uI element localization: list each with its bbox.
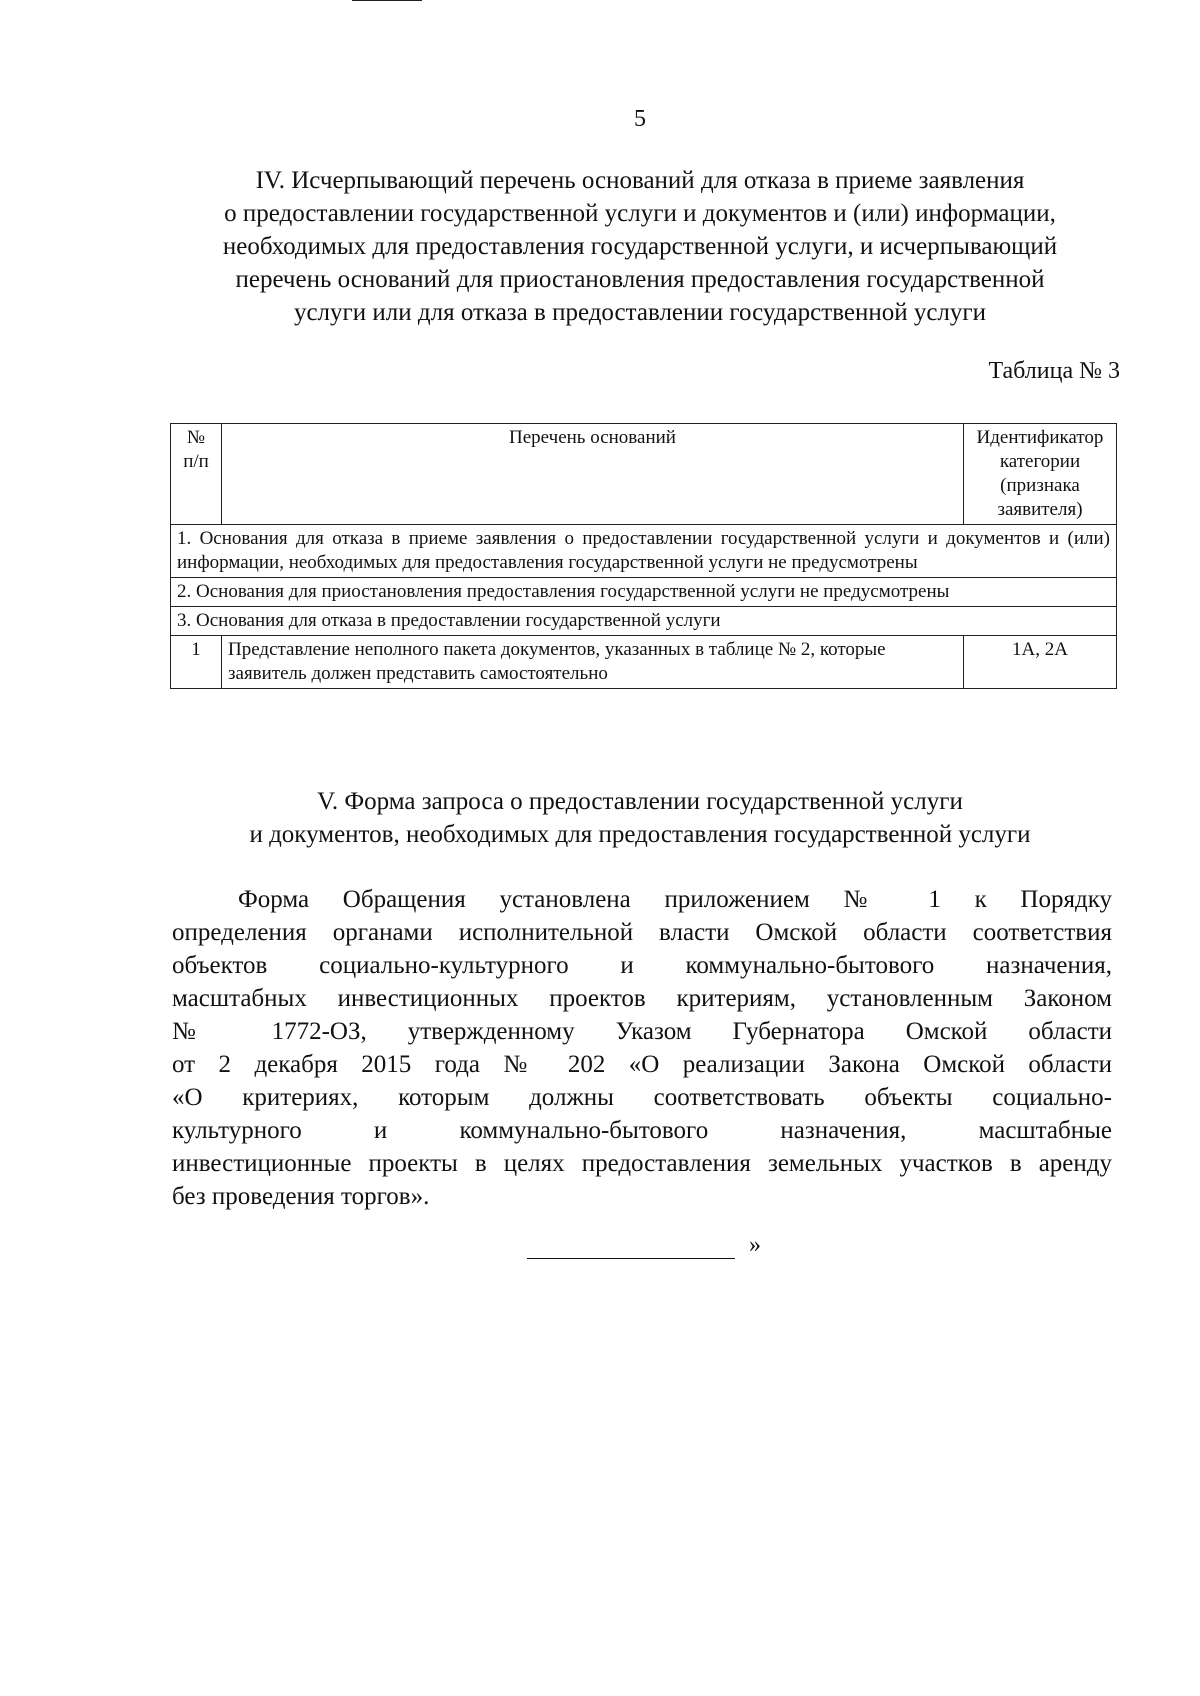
section-4-title-line: необходимых для предоставления государственной услуги, и исчерпывающий	[222, 233, 1058, 260]
body-line: объектов социально-культурного и коммунально-бытового назначения,	[172, 952, 1112, 979]
body-line: инвестиционные проекты в целях предоставления земельных участков в аренду	[172, 1150, 1112, 1177]
row-3-text: 3. Основания для отказа в предоставлении государственной услуги	[171, 607, 1117, 636]
body-paragraph	[172, 883, 1112, 1213]
table-row	[171, 636, 1117, 689]
table-header-row	[171, 424, 1117, 525]
table-row	[171, 578, 1117, 607]
section-4-title-line: перечень оснований для приостановления предоставления государственной	[235, 266, 1045, 293]
header-list: Перечень оснований	[222, 424, 964, 525]
body-line: определения органами исполнительной власти Омской области соответствия	[172, 919, 1112, 946]
body-line: масштабных инвестиционных проектов критериям, установленным Законом	[172, 985, 1112, 1012]
closing-quote-mark: »	[749, 1232, 761, 1258]
row-4-num: 1	[171, 636, 222, 689]
section-4-title	[160, 164, 1120, 329]
body-line: «О критериях, которым должны соответствовать объекты социально-	[172, 1084, 1112, 1111]
section-5-title-line: V. Форма запроса о предоставлении государственной услуги	[317, 788, 963, 815]
body-line: Форма Обращения установлена приложением № 1 к Порядку	[238, 886, 1112, 913]
signoff-rule	[527, 1258, 735, 1259]
row-1-text: 1. Основания для отказа в приеме заявления о предоставлении государственной услуги и документов и (или) информации, необходимых для предоставления государственной услуги не предусмотрены	[171, 525, 1117, 578]
section-4-title-line: услуги или для отказа в предоставлении государственной услуги	[293, 299, 987, 326]
section-4-title-line: о предоставлении государственной услуги и документов и (или) информации,	[224, 200, 1056, 227]
header-num: № п/п	[171, 424, 222, 525]
top-edge-rule	[352, 0, 422, 1]
body-line: без проведения торгов».	[172, 1183, 430, 1210]
body-line: № 1772-ОЗ, утвержденному Указом Губернатора Омской области	[172, 1018, 1112, 1045]
signoff	[527, 1232, 761, 1259]
section-5-title	[160, 785, 1120, 851]
table-row	[171, 525, 1117, 578]
header-id: Идентификатор категории (признака заявителя)	[964, 424, 1117, 525]
page-number: 5	[634, 106, 646, 132]
section-4-title-line: IV. Исчерпывающий перечень оснований для отказа в приеме заявления	[255, 167, 1025, 194]
section-5-title-line: и документов, необходимых для предоставления государственной услуги	[249, 821, 1031, 848]
reasons-table	[170, 423, 1117, 689]
table-caption: Таблица № 3	[988, 358, 1120, 384]
row-2-text: 2. Основания для приостановления предоставления государственной услуги не предусмотрены	[171, 578, 1117, 607]
table-row	[171, 607, 1117, 636]
row-4-text: Представление неполного пакета документов, указанных в таблице № 2, которые заявитель должен представить самостоятельно	[222, 636, 964, 689]
body-line: от 2 декабря 2015 года № 202 «О реализации Закона Омской области	[172, 1051, 1112, 1078]
row-4-id: 1А, 2А	[964, 636, 1117, 689]
body-line: культурного и коммунально-бытового назначения, масштабные	[172, 1117, 1112, 1144]
